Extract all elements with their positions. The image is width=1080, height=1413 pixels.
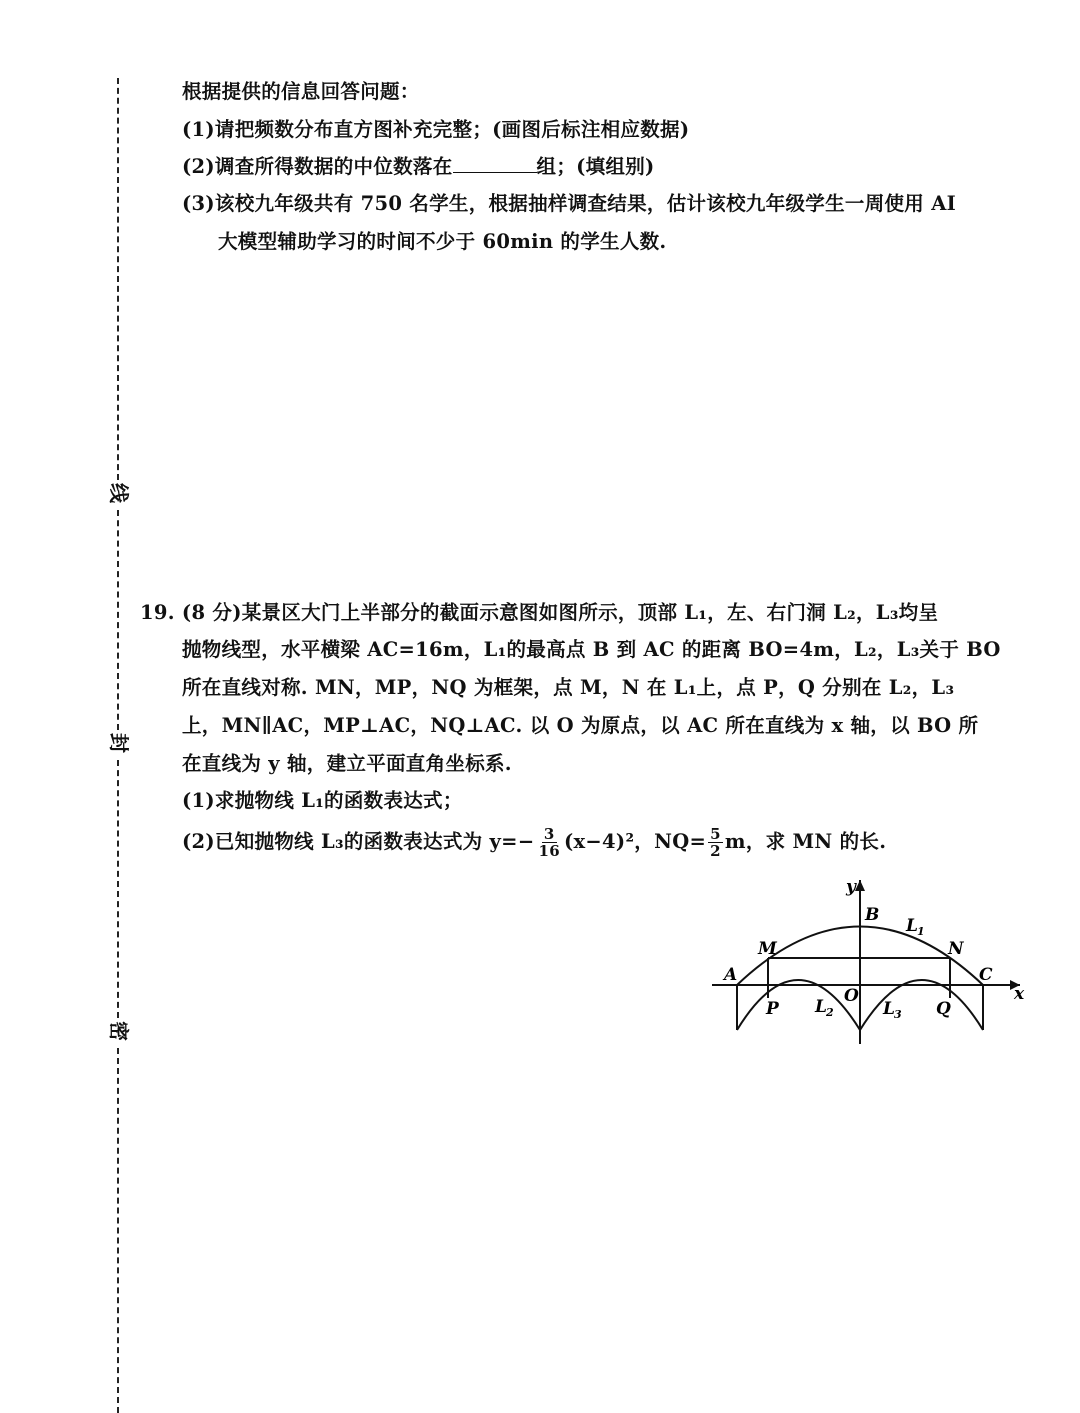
sub2-text-c: m，求 MN 的长.: [724, 830, 887, 853]
section18-question-2: [182, 151, 655, 179]
label-Q: Q: [936, 999, 951, 1019]
binding-dashed-line: [117, 760, 119, 1018]
parabola-L2: [737, 980, 860, 1030]
binding-char-xian: 线: [106, 480, 132, 506]
q19-subquestion-1: (1)求抛物线 L₁的函数表达式；: [182, 789, 463, 812]
fraction-numerator: 5: [710, 825, 721, 843]
binding-dashed-line: [117, 1048, 119, 1413]
binding-dashed-line: [117, 78, 119, 480]
label-N: N: [948, 939, 964, 959]
section18-question-3-line2: 大模型辅助学习的时间不少于 60min 的学生人数.: [218, 230, 667, 253]
label-C: C: [979, 965, 993, 985]
q19-subquestion-2: [182, 826, 886, 859]
label-L2: L: [815, 997, 827, 1017]
q19-line4: 上，MN∥AC，MP⊥AC，NQ⊥AC. 以 O 为原点，以 AC 所在直线为 x 轴，以 BO 所: [182, 714, 979, 737]
section18-question-1: (1)请把频数分布直方图补充完整；(画图后标注相应数据): [182, 118, 690, 141]
sub2-text-a: (2)已知抛物线 L₃的函数表达式为 y=−: [182, 830, 535, 853]
binding-dashed-line: [117, 510, 119, 730]
parabola-L3: [860, 980, 983, 1030]
label-x: x: [1014, 984, 1025, 1004]
label-L1: L: [906, 916, 918, 936]
y-axis-arrow-icon: [855, 880, 865, 891]
diagram-svg: [700, 872, 1040, 1052]
gate-parabola-diagram: [700, 872, 1040, 1052]
label-L2-subscript: 2: [826, 1006, 834, 1019]
binding-char-feng: 封: [106, 730, 132, 756]
binding-char-mi: 密: [106, 1018, 132, 1044]
label-O: O: [844, 986, 859, 1006]
label-A: A: [724, 965, 738, 985]
fraction-5-2: [708, 826, 723, 859]
label-M: M: [758, 939, 777, 959]
answer-blank[interactable]: [453, 154, 537, 173]
fraction-3-16: [536, 826, 561, 859]
label-B: B: [865, 905, 880, 925]
q19-line3: 所在直线对称. MN，MP，NQ 为框架，点 M，N 在 L₁上，点 P，Q 分别在 L₂，L₃: [182, 676, 955, 699]
label-L3: L: [883, 999, 895, 1019]
fraction-denominator: 2: [710, 842, 721, 860]
label-P: P: [766, 999, 779, 1019]
q2-text-before: (2)调查所得数据的中位数落在: [182, 155, 453, 178]
binding-margin: [104, 0, 132, 1413]
section18-intro: 根据提供的信息回答问题：: [182, 80, 420, 103]
q19-line1: 19. (8 分)某景区大门上半部分的截面示意图如图所示，顶部 L₁，左、右门洞 L₂，L₃均呈: [140, 601, 939, 624]
fraction-numerator: 3: [543, 825, 555, 843]
sub2-text-b: (x−4)²，NQ=: [563, 830, 707, 853]
label-L1-subscript: 1: [917, 925, 925, 938]
section18-question-3-line1: (3)该校九年级共有 750 名学生，根据抽样调查结果，估计该校九年级学生一周使用 AI: [182, 192, 957, 215]
label-y: y: [846, 877, 856, 897]
label-L3-subscript: 3: [894, 1008, 902, 1021]
q2-text-after: 组；(填组别): [536, 155, 655, 178]
q19-line2: 抛物线型，水平横梁 AC=16m，L₁的最高点 B 到 AC 的距离 BO=4m，L₂，L₃关于 BO: [182, 638, 1001, 661]
q19-line5: 在直线为 y 轴，建立平面直角坐标系.: [182, 752, 512, 775]
fraction-denominator: 16: [538, 842, 560, 860]
